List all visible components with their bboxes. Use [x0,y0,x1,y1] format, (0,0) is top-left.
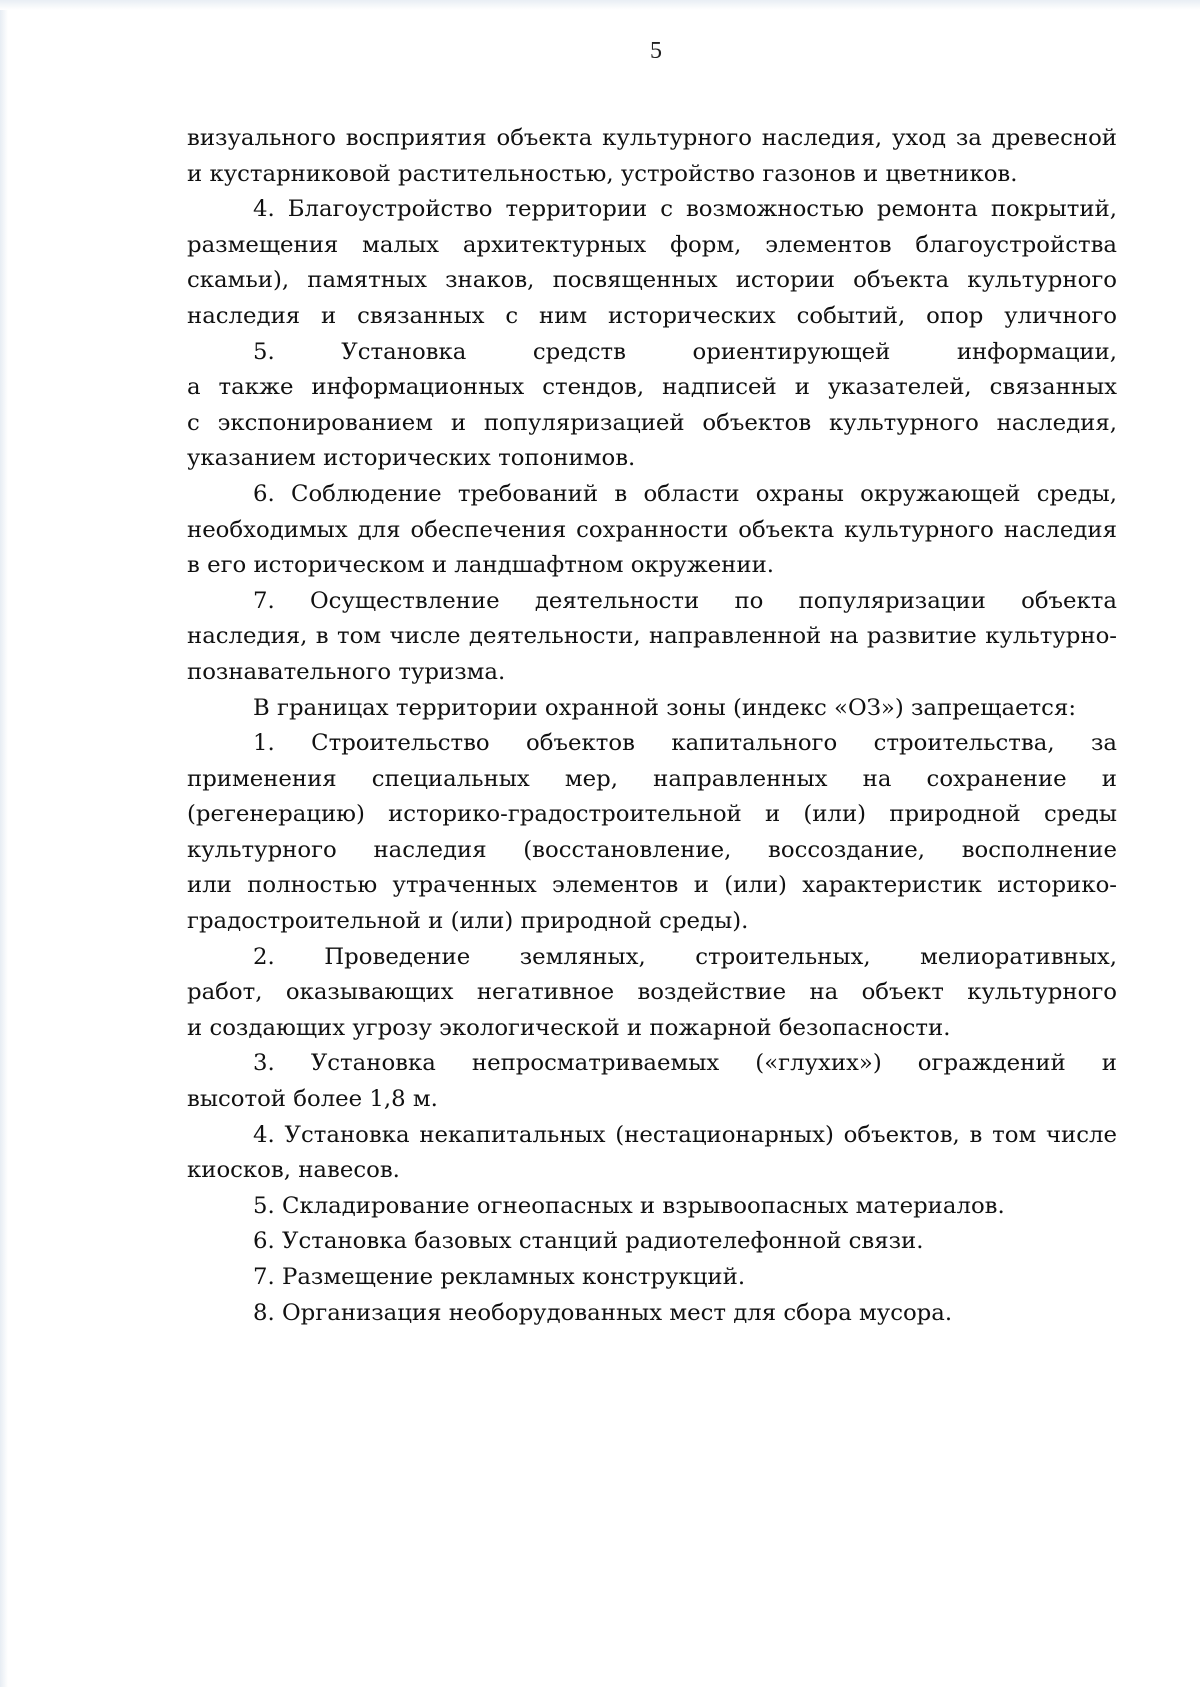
document-body [187,121,1117,1331]
text-line: а также информационных стендов, надписей и указателей, связанных [187,374,1117,401]
text-line: размещения малых архитектурных форм, элементов благоустройства [187,231,1117,258]
scan-edge [0,0,1200,10]
text-line: и кустарниковой растительностью, устройство газонов и цветников. [187,160,1018,187]
text-line: и создающих угрозу экологической и пожарной безопасности. [187,1014,951,1041]
text-line: 8. Организация необорудованных мест для сбора мусора. [253,1299,953,1326]
text-line: 7. Размещение рекламных конструкций. [253,1264,746,1290]
text-line: в его историческом и ландшафтном окружении. [187,552,775,579]
text-line: визуального восприятия объекта культурного наследия, уход за древесной [187,125,1117,151]
scan-edge [0,0,8,1687]
text-line: наследия, в том числе деятельности, направленной на развитие культурно- [187,623,1117,650]
text-line: киосков, навесов. [187,1157,400,1184]
text-line: 7. Осуществление деятельности по популяризации объекта [253,587,1117,614]
text-line: познавательного туризма. [187,658,506,685]
text-line: указанием исторических топонимов. [187,445,636,472]
text-line: 3. Установка непросматриваемых («глухих») ограждений и [253,1050,1117,1077]
text-line: скамьи), памятных знаков, посвященных истории объекта культурного [187,267,1117,294]
text-line: 2. Проведение земляных, строительных, мелиоративных, [253,943,1117,970]
text-line: 1. Строительство объектов капитального строительства, за [253,730,1117,757]
text-line: 6. Установка базовых станций радиотелефонной связи. [253,1228,924,1255]
text-line: (регенерацию) историко-градостроительной и (или) природной среды [187,801,1117,828]
text-line: наследия и связанных с ним исторических событий, опор уличного [187,302,1117,329]
text-line: В границах территории охранной зоны (индекс «ОЗ») запрещается: [253,694,1077,721]
text-line: 5. Складирование огнеопасных и взрывоопасных материалов. [253,1192,1005,1219]
text-line: работ, оказывающих негативное воздействие на объект культурного [187,979,1117,1006]
text-line: применения специальных мер, направленных на сохранение и [187,765,1117,792]
text-line: 5. Установка средств ориентирующей информации, [253,338,1117,365]
page-number: 5 [650,38,662,64]
text-line: культурного наследия (восстановление, воссоздание, восполнение [187,836,1117,863]
text-line: или полностью утраченных элементов и (или) характеристик историко- [187,872,1117,899]
text-line: 6. Соблюдение требований в области охраны окружающей среды, [253,480,1117,507]
text-line: 4. Благоустройство территории с возможностью ремонта покрытий, [253,196,1117,223]
text-line: градостроительной и (или) природной среды). [187,908,749,935]
text-line: необходимых для обеспечения сохранности объекта культурного наследия [187,516,1117,543]
text-line: с экспонированием и популяризацией объектов культурного наследия, [187,409,1117,436]
text-line: 4. Установка некапитальных (нестационарных) объектов, в том числе [253,1121,1117,1148]
text-line: высотой более 1,8 м. [187,1086,438,1113]
